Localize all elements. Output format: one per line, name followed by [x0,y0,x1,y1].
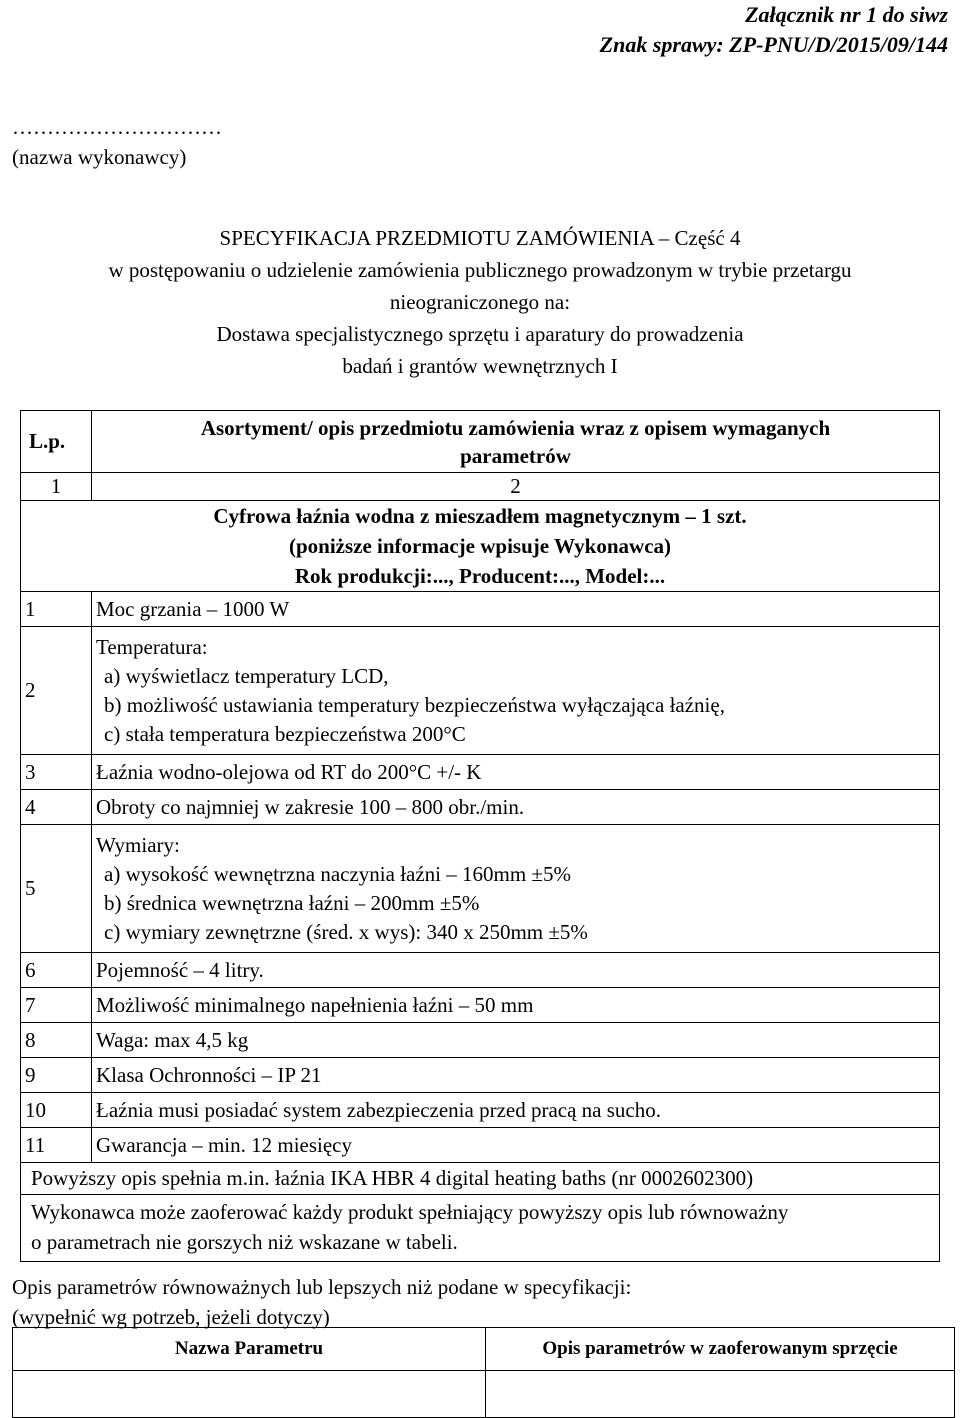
table-row [21,592,940,627]
row-number: 8 [21,1023,92,1058]
equivalent-params-table [12,1327,955,1418]
param-description-header: Opis parametrów w zaoferowanym sprzęcie [486,1328,955,1371]
row-description-line: Łaźnia musi posiadać system zabezpieczenia przed pracą na sucho. [96,1097,661,1122]
row-description [92,825,940,953]
footer-row-1 [21,1163,940,1195]
table-row [21,1058,940,1093]
params-empty-row[interactable] [13,1371,955,1418]
product-fields: Rok produkcji:..., Producent:..., Model:... [294,564,666,588]
column-number-2: 2 [92,473,940,501]
row-number: 11 [21,1128,92,1163]
title-line-4: Dostawa specjalistycznego sprzętu i aparatury do prowadzenia [216,322,744,346]
footer-note-line-2: o parametrach nie gorszych niż wskazane w tabeli. [31,1230,458,1254]
params-header-row [13,1328,955,1371]
case-number: Znak sprawy: ZP-PNU/D/2015/09/144 [599,32,948,57]
table-row [21,1128,940,1163]
table-row [21,988,940,1023]
contractor-label: (nazwa wykonawcy) [12,145,187,169]
row-description-line: a) wyświetlacz temperatury LCD, [104,663,389,688]
product-note: (poniższe informacje wpisuje Wykonawca) [288,534,672,558]
row-number: 3 [21,755,92,790]
footer-note-line-1: Wykonawca może zaoferować każdy produkt spełniający powyższy opis lub równoważny [31,1200,789,1224]
row-description-line: Moc grzania – 1000 W [96,596,290,621]
footer-equivalent-note [21,1195,940,1262]
row-description-line: c) wymiary zewnętrzne (śred. x wys): 340 x 250mm ±5% [104,919,588,944]
description-header-line-2: parametrów [460,443,571,468]
document-title [0,222,960,382]
row-description [92,627,940,755]
description-header [92,411,940,473]
row-description-line: Gwarancja – min. 12 miesięcy [96,1132,352,1157]
parameter-rows [21,592,940,1163]
row-description-line: Temperatura: [96,634,208,659]
param-name-header: Nazwa Parametru [13,1328,486,1371]
row-description-line: b) średnica wewnętrzna łaźni – 200mm ±5% [104,890,480,915]
param-description-cell[interactable] [486,1371,955,1418]
row-description-line: Wymiary: [96,832,180,857]
row-description-line: Obroty co najmniej w zakresie 100 – 800 obr./min. [96,794,525,819]
row-description-line: Łaźnia wodno-olejowa od RT do 200°C +/- K [96,759,482,784]
equivalent-params-intro [12,1272,631,1332]
title-line-5: badań i grantów wewnętrznych I [342,354,618,378]
row-description-line: Pojemność – 4 litry. [96,957,264,982]
row-number: 9 [21,1058,92,1093]
row-description [92,1128,940,1163]
contractor-block [12,112,222,172]
row-description [92,790,940,825]
row-description-line: Możliwość minimalnego napełnienia łaźni – 50 mm [96,992,534,1017]
product-row [21,501,940,592]
table-row [21,825,940,953]
table-row [21,1093,940,1128]
annex-label: Załącznik nr 1 do siwz [745,2,948,27]
row-description [92,1023,940,1058]
equivalent-line-1: Opis parametrów równoważnych lub lepszych niż podane w specyfikacji: [12,1275,632,1299]
row-number: 7 [21,988,92,1023]
row-description [92,988,940,1023]
row-number: 6 [21,953,92,988]
title-line-1: SPECYFIKACJA PRZEDMIOTU ZAMÓWIENIA – Część 4 [219,226,741,250]
product-cell [21,501,940,592]
title-line-3: nieograniczonego na: [389,290,571,314]
row-description-line: b) możliwość ustawiania temperatury bezpieczeństwa wyłączająca łaźnię, [104,692,725,717]
footer-reference: Powyższy opis spełnia m.in. łaźnia IKA HBR 4 digital heating baths (nr 0002602300) [21,1163,940,1195]
footer-row-2 [21,1195,940,1262]
table-row [21,1023,940,1058]
row-description-line: Waga: max 4,5 kg [96,1027,249,1052]
row-description [92,755,940,790]
row-number: 10 [21,1093,92,1128]
column-number-1: 1 [21,473,92,501]
row-description-line: Klasa Ochronności – IP 21 [96,1062,322,1087]
row-number: 1 [21,592,92,627]
title-line-2: w postępowaniu o udzielenie zamówienia publicznego prowadzonym w trybie przetargu [108,258,852,282]
description-header-line-1: Asortyment/ opis przedmiotu zamówienia wraz z opisem wymaganych [200,415,831,440]
product-name: Cyfrowa łaźnia wodna z mieszadłem magnetycznym – 1 szt. [213,504,747,528]
row-description [92,1093,940,1128]
row-number: 4 [21,790,92,825]
table-header-row [21,411,940,473]
row-description [92,592,940,627]
row-description [92,1058,940,1093]
contractor-dots: ………………………… [12,115,222,139]
row-description [92,953,940,988]
row-number: 5 [21,825,92,953]
table-row [21,627,940,755]
lp-header: L.p. [21,411,92,473]
table-row [21,755,940,790]
table-row [21,790,940,825]
row-number: 2 [21,627,92,755]
equivalent-line-2: (wypełnić wg potrzeb, jeżeli dotyczy) [12,1305,330,1329]
table-row [21,953,940,988]
column-number-row [21,473,940,501]
row-description-line: a) wysokość wewnętrzna naczynia łaźni – 160mm ±5% [104,861,571,886]
row-description-line: c) stała temperatura bezpieczeństwa 200°C [104,721,466,746]
specification-table [20,410,940,1262]
param-name-cell[interactable] [13,1371,486,1418]
